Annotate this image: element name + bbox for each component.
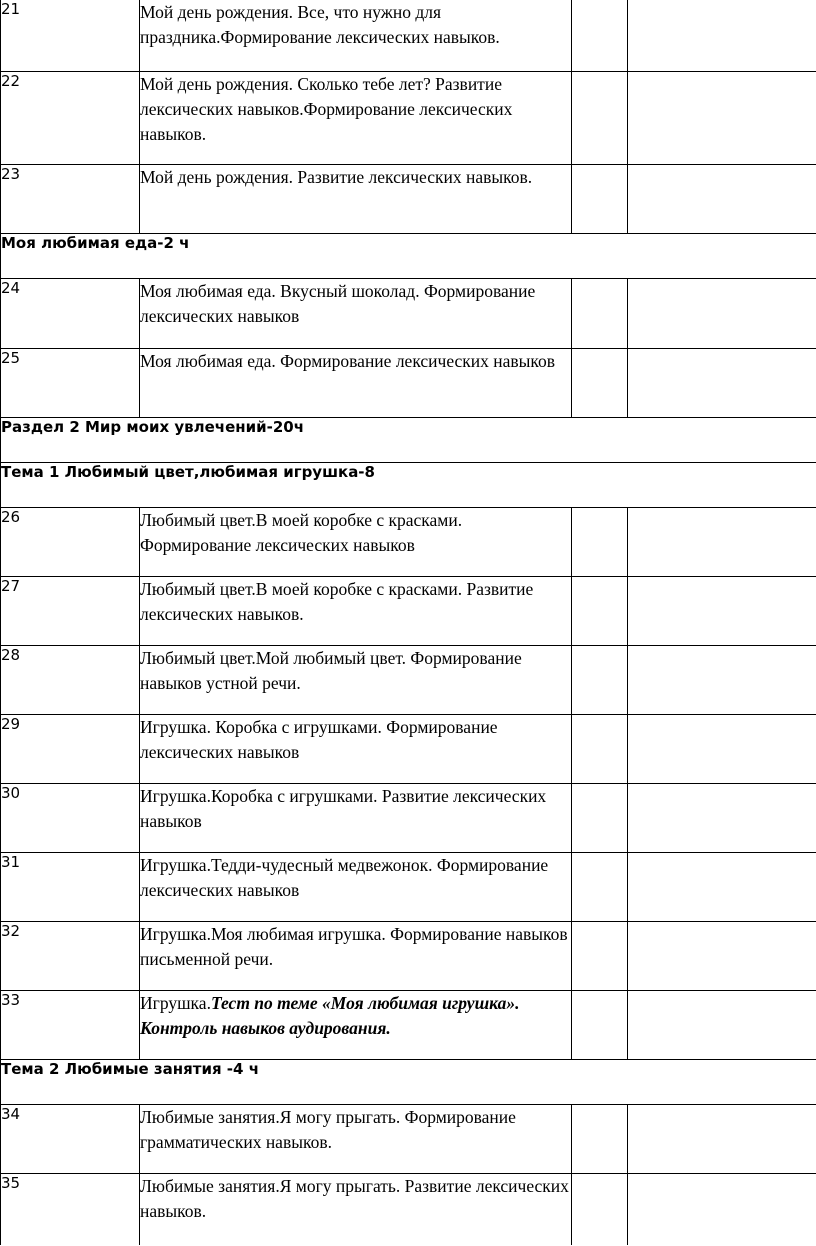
date-fact-cell: [628, 852, 816, 921]
lesson-number: 28: [1, 645, 140, 714]
lesson-topic: Игрушка.Моя любимая игрушка. Формирование навыков письменной речи.: [140, 921, 572, 990]
lesson-row: [1, 164, 816, 233]
section-heading: Раздел 2 Мир моих увлечений-20ч: [1, 417, 816, 462]
date-plan-cell: [572, 714, 628, 783]
lesson-topic: Игрушка.Коробка с игрушками. Развитие лексических навыков: [140, 783, 572, 852]
lesson-number: 23: [1, 164, 140, 233]
section-heading: Тема 2 Любимые занятия -4 ч: [1, 1059, 816, 1104]
date-plan-cell: [572, 1104, 628, 1173]
lesson-topic: Любимый цвет.Мой любимый цвет. Формирование навыков устной речи.: [140, 645, 572, 714]
lesson-topic: Моя любимая еда. Вкусный шоколад. Формирование лексических навыков: [140, 278, 572, 348]
date-fact-cell: [628, 783, 816, 852]
date-plan-cell: [572, 507, 628, 576]
lesson-row: [1, 783, 816, 852]
lesson-row: [1, 852, 816, 921]
section-heading: Тема 1 Любимый цвет,любимая игрушка-8: [1, 462, 816, 507]
lesson-number: 21: [1, 0, 140, 71]
lesson-topic: Мой день рождения. Развитие лексических навыков.: [140, 164, 572, 233]
lesson-row: [1, 507, 816, 576]
lesson-number: 31: [1, 852, 140, 921]
lesson-row: [1, 714, 816, 783]
date-plan-cell: [572, 278, 628, 348]
date-plan-cell: [572, 71, 628, 164]
lesson-number: 22: [1, 71, 140, 164]
date-fact-cell: [628, 71, 816, 164]
section-row: [1, 233, 816, 278]
lesson-row: [1, 71, 816, 164]
lesson-number: 24: [1, 278, 140, 348]
date-plan-cell: [572, 164, 628, 233]
date-plan-cell: [572, 990, 628, 1059]
lesson-topic: Любимые занятия.Я могу прыгать. Развитие лексических навыков.: [140, 1173, 572, 1245]
lesson-number: 34: [1, 1104, 140, 1173]
lesson-topic: Игрушка.Тедди-чудесный медвежонок. Формирование лексических навыков: [140, 852, 572, 921]
section-row: [1, 462, 816, 507]
section-heading: Моя любимая еда-2 ч: [1, 233, 816, 278]
lesson-topic-emphasis: Тест по теме «Моя любимая игрушка». Контроль навыков аудирования.: [140, 992, 520, 1038]
lesson-row: [1, 1173, 816, 1245]
date-fact-cell: [628, 714, 816, 783]
section-row: [1, 417, 816, 462]
date-fact-cell: [628, 278, 816, 348]
lesson-topic: Моя любимая еда. Формирование лексических навыков: [140, 348, 572, 417]
lesson-number: 35: [1, 1173, 140, 1245]
lesson-number: 30: [1, 783, 140, 852]
lesson-row: [1, 348, 816, 417]
lesson-topic: Любимый цвет.В моей коробке с красками. Развитие лексических навыков.: [140, 576, 572, 645]
date-fact-cell: [628, 645, 816, 714]
lesson-row: [1, 1104, 816, 1173]
lesson-topic: [140, 990, 572, 1059]
lesson-row: [1, 278, 816, 348]
lesson-number: 25: [1, 348, 140, 417]
lesson-row: [1, 0, 816, 71]
lesson-topic: Любимые занятия.Я могу прыгать. Формирование грамматических навыков.: [140, 1104, 572, 1173]
lesson-number: 26: [1, 507, 140, 576]
lesson-topic: Мой день рождения. Сколько тебе лет? Развитие лексических навыков.Формирование лексических навыков.: [140, 71, 572, 164]
lesson-topic: Мой день рождения. Все, что нужно для праздника.Формирование лексических навыков.: [140, 0, 572, 71]
date-plan-cell: [572, 0, 628, 71]
date-plan-cell: [572, 576, 628, 645]
date-plan-cell: [572, 921, 628, 990]
date-fact-cell: [628, 507, 816, 576]
date-fact-cell: [628, 164, 816, 233]
date-plan-cell: [572, 645, 628, 714]
lesson-topic: Любимый цвет.В моей коробке с красками. Формирование лексических навыков: [140, 507, 572, 576]
lesson-number: 32: [1, 921, 140, 990]
lesson-row: [1, 990, 816, 1059]
lesson-topic: Игрушка. Коробка с игрушками. Формирование лексических навыков: [140, 714, 572, 783]
date-plan-cell: [572, 1173, 628, 1245]
date-fact-cell: [628, 0, 816, 71]
date-fact-cell: [628, 921, 816, 990]
lesson-number: 27: [1, 576, 140, 645]
section-row: [1, 1059, 816, 1104]
date-fact-cell: [628, 348, 816, 417]
date-plan-cell: [572, 852, 628, 921]
date-fact-cell: [628, 990, 816, 1059]
date-fact-cell: [628, 1104, 816, 1173]
date-fact-cell: [628, 576, 816, 645]
lesson-row: [1, 921, 816, 990]
lesson-number: 33: [1, 990, 140, 1059]
lesson-row: [1, 576, 816, 645]
date-plan-cell: [572, 348, 628, 417]
lesson-number: 29: [1, 714, 140, 783]
lesson-topic-plain: Игрушка.: [140, 992, 211, 1013]
date-fact-cell: [628, 1173, 816, 1245]
lesson-row: [1, 645, 816, 714]
date-plan-cell: [572, 783, 628, 852]
